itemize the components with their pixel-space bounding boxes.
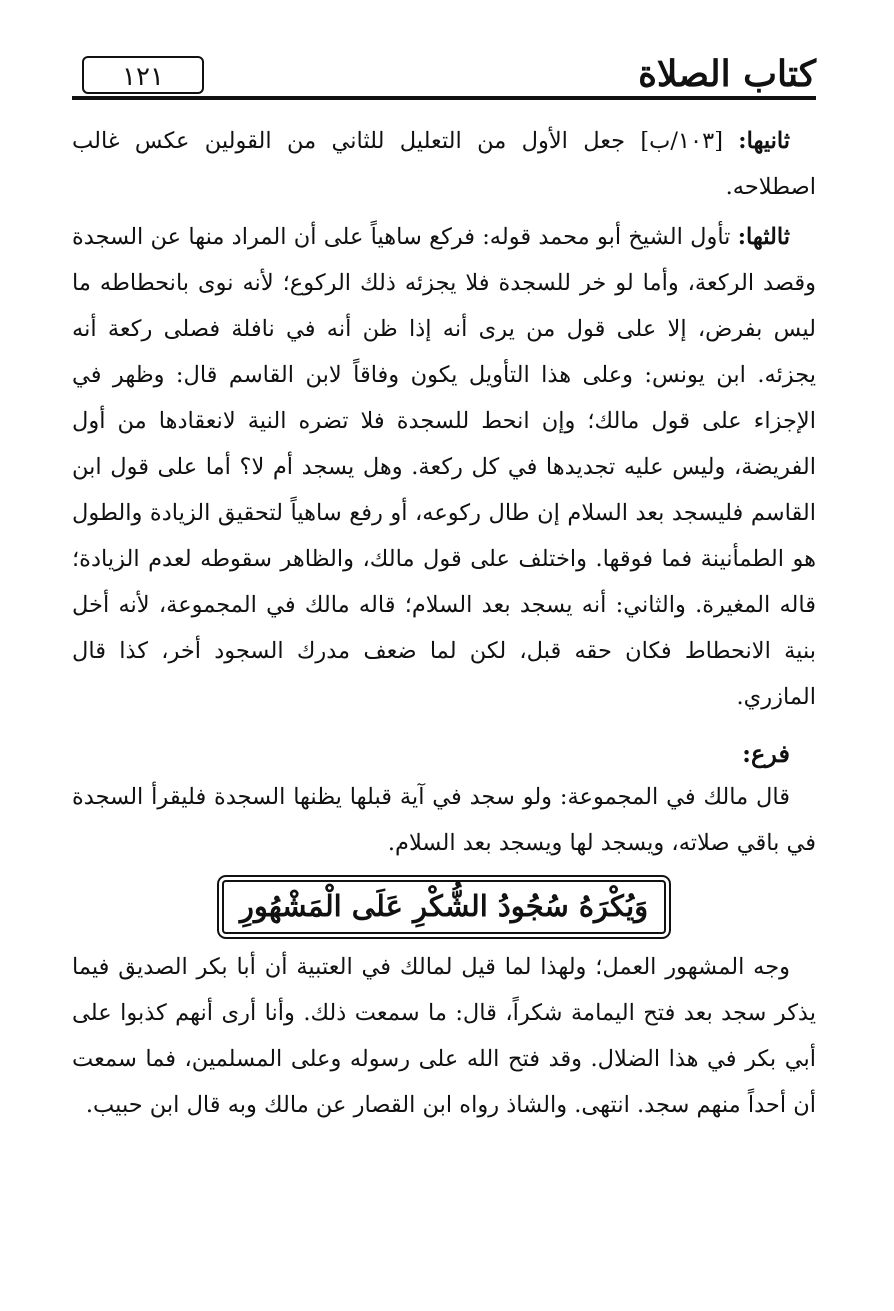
paragraph-third-point [72,214,816,720]
header-rule [72,96,816,100]
book-title: كتاب الصلاة [638,53,816,95]
paragraph-text-third: تأول الشيخ أبو محمد قوله: فركع ساهياً على أن المراد منها عن السجدة وقصد الركعة، وأما لو خر للسجدة فلا يجزئه ذلك الركوع؛ لأنه نوى بانحطاطه ما ليس بفرض، إلا على قول من يرى أنه إذا ظن أنه في نافلة فصلى ركعة أنه يجزئه. ابن يونس: وعلى هذا التأويل يكون وفاقاً لابن القاسم قال: وظهر في الإجزاء على قول مالك؛ وإن انحط للسجدة فلا تضره النية لانعقادها من أول الفريضة، وليس عليه تجديدها في كل ركعة. وهل يسجد أم لا؟ أما على قول ابن القاسم فليسجد بعد السلام إن طال ركوعه، أو رفع ساهياً لتحقيق الزيادة والطول هو الطمأنينة فما فوقها. واختلف على قول مالك، والظاهر سقوطه لعدم الزيادة؛ قاله المغيرة. والثاني: أنه يسجد بعد السلام؛ قاله مالك في المجموعة، لأنه أخل بنية الانحطاط فكان حقه قبل، لكن لما ضعف مدرك السجود أخر، كذا قال المازري. [72,224,816,710]
boxed-heading-container [72,880,816,934]
paragraph-text-second: [١٠٣/ب] جعل الأول من التعليل للثاني من القولين عكس غالب اصطلاحه. [72,128,816,200]
paragraph-lead-third: ثالثها: [737,224,790,250]
branch-note-heading: فرع: [742,739,790,768]
paragraph-second-point [72,118,816,210]
page-body [72,118,816,1128]
page-number-box: ١٢١ [82,56,204,94]
paragraph-branch-note: قال مالك في المجموعة: ولو سجد في آية قبلها يظنها السجدة فليقرأ السجدة في باقي صلاته، ويسجد لها ويسجد بعد السلام. [72,784,816,856]
paragraph-lead-second: ثانيها: [738,128,790,154]
boxed-matn-heading: وَيُكْرَهُ سُجُودُ الشُّكْرِ عَلَى الْمَشْهُورِ [222,880,666,934]
page-header [72,0,816,118]
paragraph-shukr-prostration: وجه المشهور العمل؛ ولهذا لما قيل لمالك في العتبية أن أبا بكر الصديق فيما يذكر سجد بعد فتح اليمامة شكراً، قال: ما سمعت ذلك. وأنا أرى أنهم كذبوا على أبي بكر في هذا الضلال. وقد فتح الله على رسوله وعلى المسلمين، فما سمعت أن أحداً منهم سجد. انتهى. والشاذ رواه ابن القصار عن مالك وبه قال ابن حبيب. [72,954,816,1118]
